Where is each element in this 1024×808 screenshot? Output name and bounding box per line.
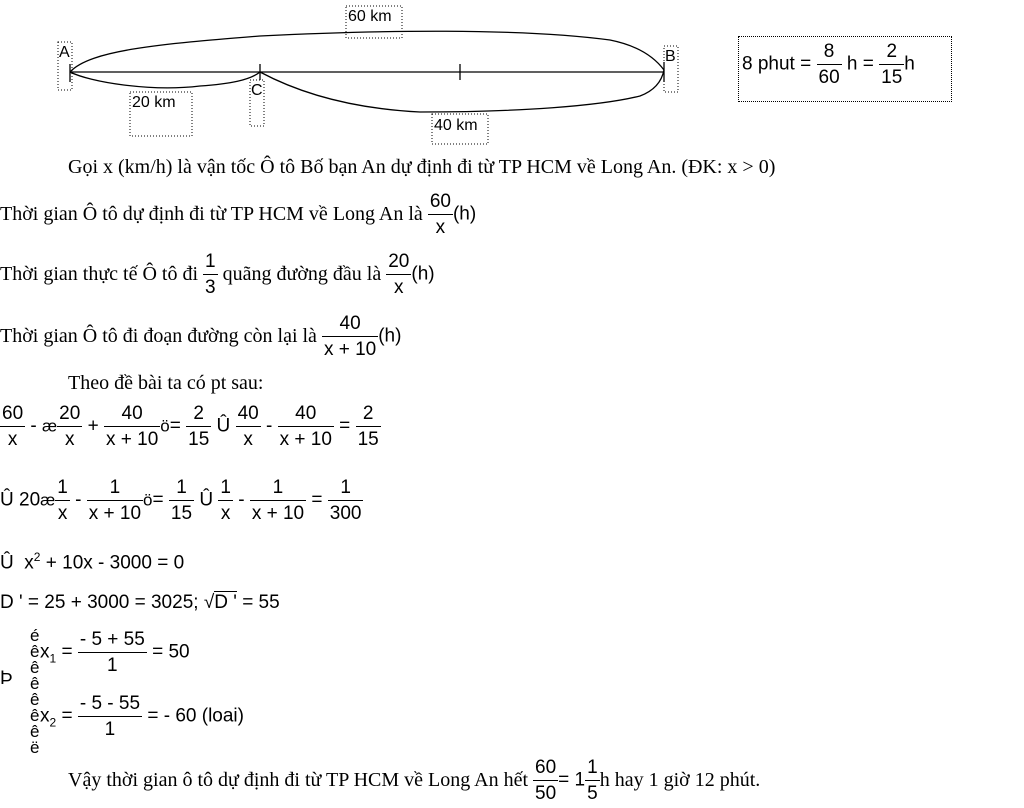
frac-num: 2 — [193, 403, 204, 424]
frac-num: - 5 + 55 — [79, 629, 145, 650]
frac-den: x — [236, 426, 261, 449]
point-c: C — [251, 82, 263, 99]
label-60km: 60 km — [348, 8, 392, 25]
op: Û — [0, 489, 14, 511]
frac-den: 3 — [203, 274, 218, 297]
text: quãng đường đầu là — [222, 263, 382, 285]
subscript: 2 — [49, 715, 57, 730]
point-a: A — [59, 44, 70, 61]
unit: (h) — [378, 325, 402, 347]
exponent: 2 — [33, 550, 41, 564]
op: = — [61, 641, 73, 663]
frac-num: 1 — [205, 251, 216, 272]
op: - — [30, 415, 37, 437]
expr: D ' = 25 + 3000 = 3025; — [0, 592, 199, 613]
op: = — [311, 489, 323, 511]
conv-lead: 8 phut — [742, 53, 795, 75]
op: = — [169, 415, 181, 437]
op: = 1 — [558, 769, 586, 791]
frac-den: 1 — [78, 716, 142, 739]
frac-num: 20 — [388, 251, 410, 272]
top-arc — [70, 31, 664, 72]
conversion-formula — [742, 42, 915, 87]
frac-num: 8 — [823, 41, 835, 62]
unit: (h) — [452, 203, 477, 225]
right-arc — [260, 70, 664, 112]
bracket-part: ê — [30, 690, 40, 709]
root-x2 — [40, 694, 244, 739]
line-first-third — [0, 252, 435, 297]
text: Thời gian thực tế Ô tô đi — [0, 263, 199, 285]
op: = — [339, 415, 351, 437]
var: x — [40, 705, 50, 727]
var: x — [40, 641, 50, 663]
paren: ö — [160, 416, 170, 436]
paren: æ — [42, 416, 58, 436]
frac-num: 40 — [339, 313, 361, 334]
label-20km: 20 km — [132, 94, 176, 111]
frac-num: 1 — [220, 477, 231, 498]
conv-mid: h = — [846, 53, 874, 75]
frac-num: 1 — [587, 757, 598, 778]
frac-den: 15 — [879, 64, 904, 87]
op: = — [61, 705, 73, 727]
frac-den: x + 10 — [250, 500, 306, 523]
point-b: B — [665, 48, 676, 65]
frac-den: x + 10 — [278, 426, 334, 449]
op: Û — [199, 489, 214, 511]
line-planned-time — [0, 192, 476, 237]
frac-den: 50 — [533, 780, 558, 803]
text: Thời gian Ô tô đi đoạn đường còn lại là — [0, 325, 317, 347]
unit: (h) — [411, 263, 435, 285]
frac-num: 1 — [109, 477, 121, 498]
subscript: 1 — [49, 651, 57, 666]
bracket-part: ë — [30, 738, 40, 757]
frac-den: 1 — [78, 652, 147, 675]
expr: = 55 — [242, 592, 280, 613]
frac-num: 1 — [272, 477, 284, 498]
bracket-part: ê — [30, 674, 40, 693]
bracket — [30, 628, 39, 756]
frac-num: 60 — [535, 757, 557, 778]
equation-4 — [0, 592, 280, 614]
expr: + 10x - 3000 = 0 — [45, 552, 185, 574]
op: + — [87, 415, 99, 437]
op: - — [75, 489, 82, 511]
frac-den: x + 10 — [87, 500, 143, 523]
frac-den: 300 — [328, 500, 364, 523]
frac-den: 15 — [186, 426, 211, 449]
frac-num: 2 — [886, 41, 898, 62]
coef: 20 — [19, 489, 41, 511]
frac-den: x — [218, 500, 233, 523]
frac-num: 1 — [57, 477, 68, 498]
conv-tail: h — [904, 53, 915, 75]
frac-den: x — [428, 214, 453, 237]
label-40km: 40 km — [434, 117, 478, 134]
frac-num: - 5 - 55 — [79, 693, 141, 714]
line-equation-intro: Theo đề bài ta có pt sau: — [68, 372, 264, 394]
frac-den: x — [55, 500, 70, 523]
frac-num: 40 — [121, 403, 143, 424]
text: Thời gian Ô tô dự định đi từ TP HCM về Long An là — [0, 203, 423, 225]
frac-den: x — [57, 426, 82, 449]
frac-num: 2 — [362, 403, 374, 424]
bracket-part: ê — [30, 722, 40, 741]
op: = — [152, 489, 164, 511]
paren: ö — [143, 490, 153, 510]
left-arc — [70, 72, 260, 88]
frac-num: 20 — [59, 403, 81, 424]
frac-num: 60 — [429, 191, 451, 212]
implies-symbol: Þ — [0, 668, 13, 689]
line-let-x: Gọi x (km/h) là vận tốc Ô tô Bố bạn An dự định đi từ TP HCM về Long An. (ĐK: x > 0) — [68, 156, 776, 178]
bracket-part: é — [30, 626, 40, 645]
line-remaining — [0, 314, 401, 359]
frac-den: 15 — [169, 500, 194, 523]
op: Û — [0, 552, 14, 574]
paren: æ — [40, 490, 56, 510]
frac-den: 15 — [356, 426, 381, 449]
radicand: D ' — [214, 592, 237, 613]
frac-den: x — [0, 426, 25, 449]
bracket-part: ê — [30, 642, 40, 661]
frac-num: 1 — [176, 477, 187, 498]
text: Vậy thời gian ô tô dự định đi từ TP HCM về Long An hết — [68, 769, 529, 791]
equation-1 — [0, 404, 381, 449]
bracket-part: ê — [30, 706, 40, 725]
frac-num: 40 — [237, 403, 259, 424]
bracket-part: ê — [30, 658, 40, 677]
result: = 50 — [152, 641, 190, 663]
frac-den: 60 — [817, 64, 842, 87]
frac-den: x — [386, 274, 411, 297]
op: - — [265, 415, 273, 437]
conv-eq: = — [800, 53, 812, 75]
frac-num: 1 — [340, 477, 351, 498]
op: Û — [216, 415, 231, 437]
frac-den: x + 10 — [104, 426, 160, 449]
root-x1 — [40, 630, 190, 675]
equation-2 — [0, 478, 363, 523]
result: = - 60 (loai) — [147, 705, 244, 727]
var: x — [24, 552, 34, 574]
text: h hay 1 giờ 12 phút. — [599, 769, 761, 791]
frac-num: 40 — [295, 403, 317, 424]
frac-den: x + 10 — [322, 336, 378, 359]
equation-3 — [0, 550, 184, 574]
sqrt-symbol: √ — [203, 592, 215, 613]
frac-den: 5 — [585, 780, 600, 803]
conclusion — [68, 758, 760, 803]
op: - — [238, 489, 245, 511]
frac-num: 60 — [2, 403, 24, 424]
